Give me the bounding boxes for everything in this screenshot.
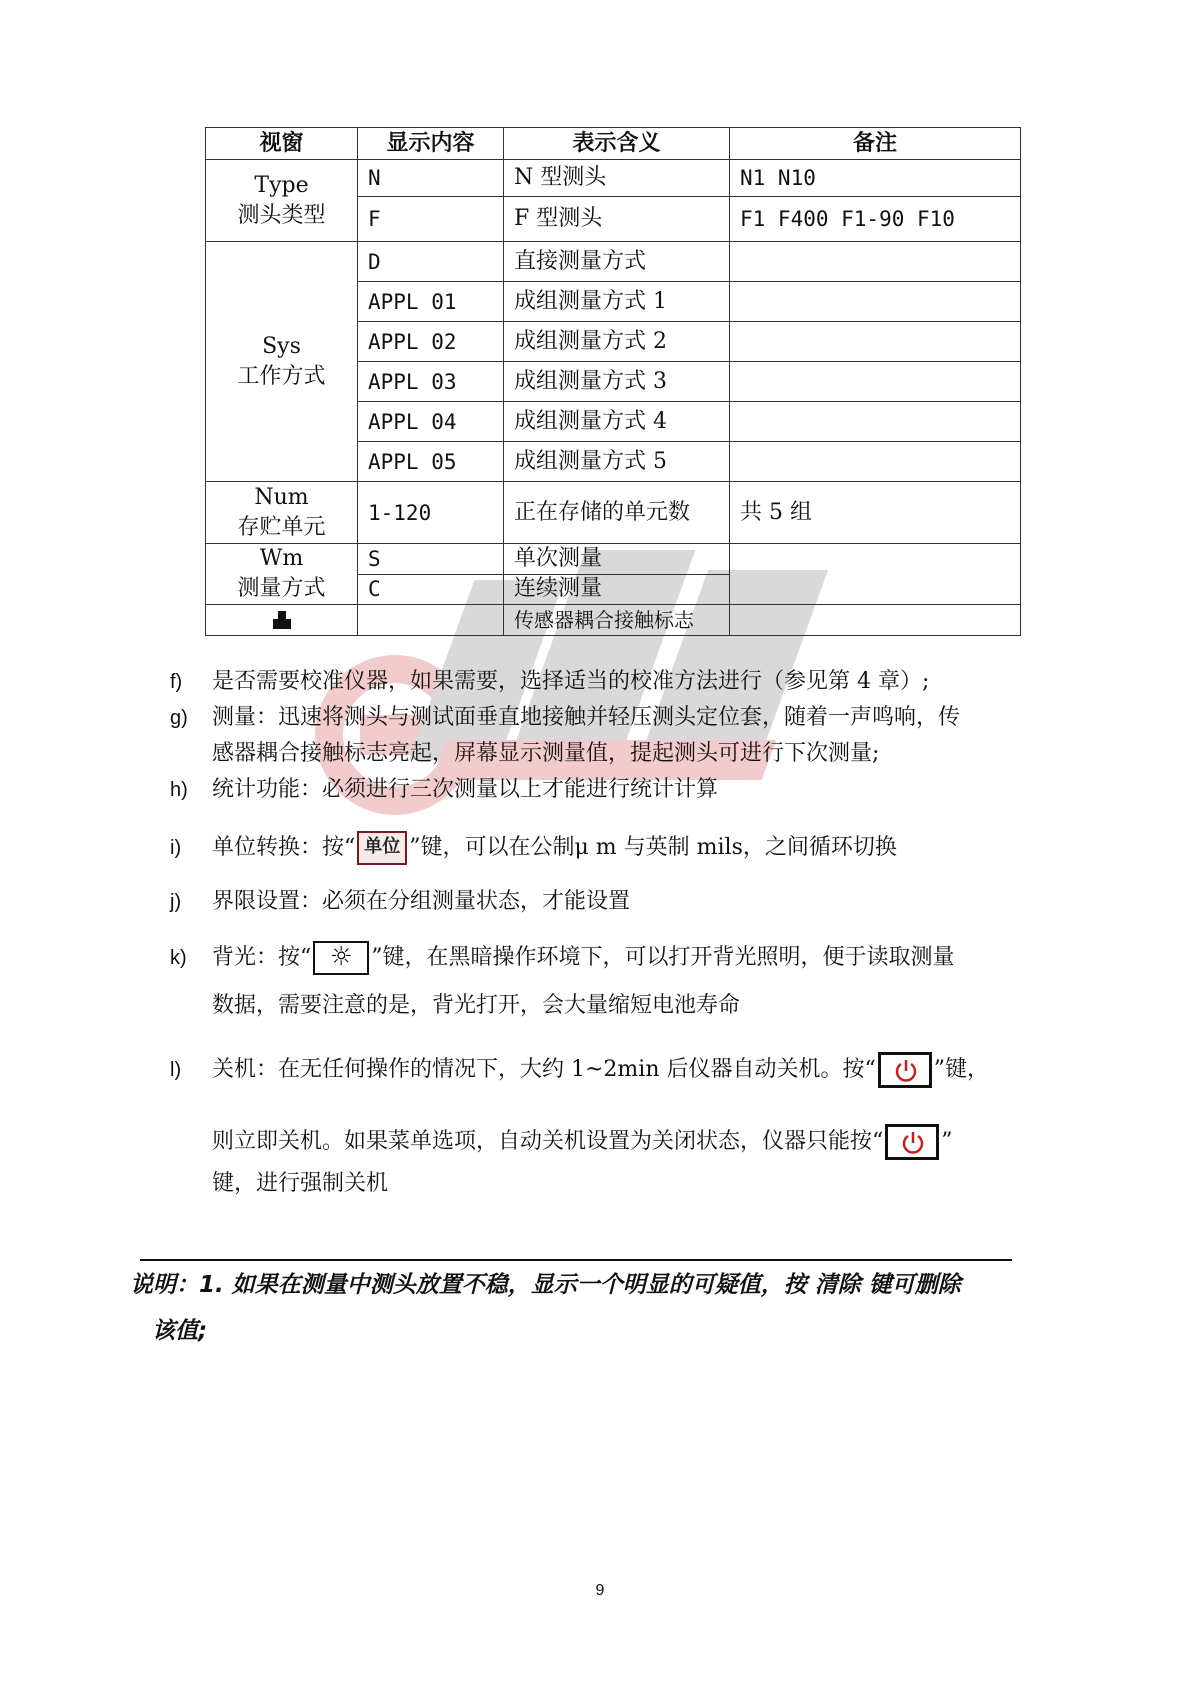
step-label: k) [170, 947, 187, 969]
window-code: Num [254, 484, 309, 510]
content-cell: APPL 03 [358, 362, 504, 402]
window-name: 测头类型 [237, 202, 326, 228]
content-cell [358, 605, 504, 636]
remark-cell: 共 5 组 [730, 482, 1021, 544]
sensor-contact-icon [272, 610, 292, 630]
window-type-cell [206, 160, 358, 242]
window-num-cell [206, 482, 358, 544]
meaning-cell: 连续测量 [504, 574, 730, 605]
power-icon [893, 1058, 919, 1084]
content-cell: APPL 02 [358, 322, 504, 362]
step-line: 数据，需要注意的是，背光打开，会大量缩短电池寿命 [212, 993, 741, 1018]
meaning-cell: 成组测量方式 3 [504, 362, 730, 402]
window-sys-cell [206, 242, 358, 482]
power-icon [900, 1130, 926, 1156]
remark-cell [730, 402, 1021, 442]
remark-cell [730, 605, 1021, 636]
step-text: 是否需要校准仪器，如果需要，选择适当的校准方法进行（参见第 4 章）; [212, 669, 930, 694]
meaning-cell: 正在存储的单元数 [504, 482, 730, 544]
step-line: 则立即关机。如果菜单选项，自动关机设置为关闭状态，仪器只能按“ ” [212, 1124, 1070, 1160]
meaning-cell: 成组测量方式 4 [504, 402, 730, 442]
meaning-cell: 成组测量方式 5 [504, 442, 730, 482]
content-cell: S [358, 544, 504, 575]
sun-icon: ☼ [329, 942, 353, 972]
step-text-after: 键，在黑暗操作环境下，可以打开背光照明，便于读取测量 [382, 945, 955, 970]
step-text-after: 键，可以在公制μ m 与英制 mils，之间循环切换 [420, 835, 897, 860]
header-window: 视窗 [206, 128, 358, 160]
step-label: j) [170, 891, 182, 913]
step-text: 界限设置：必须在分组测量状态，才能设置 [212, 889, 631, 914]
remark-cell [730, 282, 1021, 322]
header-content: 显示内容 [358, 128, 504, 160]
step-line: 感器耦合接触标志亮起，屏幕显示测量值，提起测头可进行下次测量; [212, 741, 880, 766]
remark-cell [730, 362, 1021, 402]
remark-cell [730, 442, 1021, 482]
remark-cell: F1 F400 F1-90 F10 [730, 197, 1021, 242]
step-label: h) [170, 779, 188, 801]
note-block [130, 1262, 1090, 1354]
meaning-cell: 传感器耦合接触标志 [504, 605, 730, 636]
step-text-before: 则立即关机。如果菜单选项，自动关机设置为关闭状态，仪器只能按 [212, 1129, 873, 1154]
step-line: 背光：按“ ☼ ”键，在黑暗操作环境下，可以打开背光照明，便于读取测量 [212, 940, 1070, 976]
content-cell: APPL 01 [358, 282, 504, 322]
meaning-cell: 成组测量方式 1 [504, 282, 730, 322]
window-code: Type [254, 172, 309, 198]
meaning-cell: N 型测头 [504, 160, 730, 197]
step-line: 测量：迅速将测头与测试面垂直地接触并轻压测头定位套，随着一声鸣响，传 [212, 705, 961, 730]
power-key-button [878, 1052, 932, 1088]
header-meaning: 表示含义 [504, 128, 730, 160]
separator-rule [140, 1259, 1012, 1261]
remark-cell: N1 N10 [730, 160, 1021, 197]
table-row [206, 482, 1021, 544]
window-name: 工作方式 [237, 363, 326, 389]
step-text-after: 键， [944, 1057, 989, 1082]
step-text [212, 700, 1070, 772]
step-text-before: 背光：按 [212, 945, 301, 970]
sensor-icon-cell [206, 605, 358, 636]
table-row [206, 544, 1021, 575]
content-cell: APPL 04 [358, 402, 504, 442]
step-line: 键，进行强制关机 [212, 1171, 389, 1196]
step-label: i) [170, 837, 182, 859]
window-code: Wm [259, 546, 304, 571]
step-text-before: 关机：在无任何操作的情况下，大约 1~2min 后仪器自动关机。按 [212, 1057, 865, 1082]
window-code: Sys [262, 333, 301, 359]
table-row [206, 160, 1021, 197]
window-name: 测量方式 [237, 576, 326, 601]
step-text-before: 单位转换：按 [212, 835, 345, 860]
content-cell: D [358, 242, 504, 282]
meaning-cell: 单次测量 [504, 544, 730, 575]
step-label: g) [170, 707, 188, 729]
content-cell: F [358, 197, 504, 242]
step-text: 统计功能：必须进行三次测量以上才能进行统计计算 [212, 777, 719, 802]
meaning-cell: 成组测量方式 2 [504, 322, 730, 362]
meaning-cell: F 型测头 [504, 197, 730, 242]
meaning-cell: 直接测量方式 [504, 242, 730, 282]
backlight-key-button [313, 941, 369, 975]
step-label: f) [170, 671, 183, 693]
window-wm-cell [206, 544, 358, 605]
table-header-row [206, 128, 1021, 160]
window-name: 存贮单元 [237, 514, 326, 540]
header-remark: 备注 [730, 128, 1021, 160]
step-text [212, 1052, 1070, 1202]
page-number: 9 [595, 1582, 605, 1599]
content-cell: 1-120 [358, 482, 504, 544]
table-row [206, 242, 1021, 282]
step-line: 关机：在无任何操作的情况下，大约 1~2min 后仪器自动关机。按“ ”键， [212, 1052, 1070, 1088]
remark-cell [730, 242, 1021, 282]
note-line: 说明：1. 如果在测量中测头放置不稳，显示一个明显的可疑值，按 清除 键可删除 [130, 1272, 961, 1298]
table-row [206, 605, 1021, 636]
step-label: l) [170, 1059, 182, 1081]
power-key-button [885, 1124, 939, 1160]
spec-table [205, 127, 1021, 636]
remark-cell [730, 322, 1021, 362]
step-text: 单位转换：按“ 单位 ”键，可以在公制μ m 与英制 mils，之间循环切换 [212, 830, 1070, 866]
unit-key-button: 单位 [357, 831, 407, 865]
note-line: 该值; [152, 1318, 208, 1344]
content-cell: APPL 05 [358, 442, 504, 482]
step-text [212, 940, 1070, 1024]
remark-cell [730, 544, 1021, 605]
content-cell: N [358, 160, 504, 197]
content-cell: C [358, 574, 504, 605]
